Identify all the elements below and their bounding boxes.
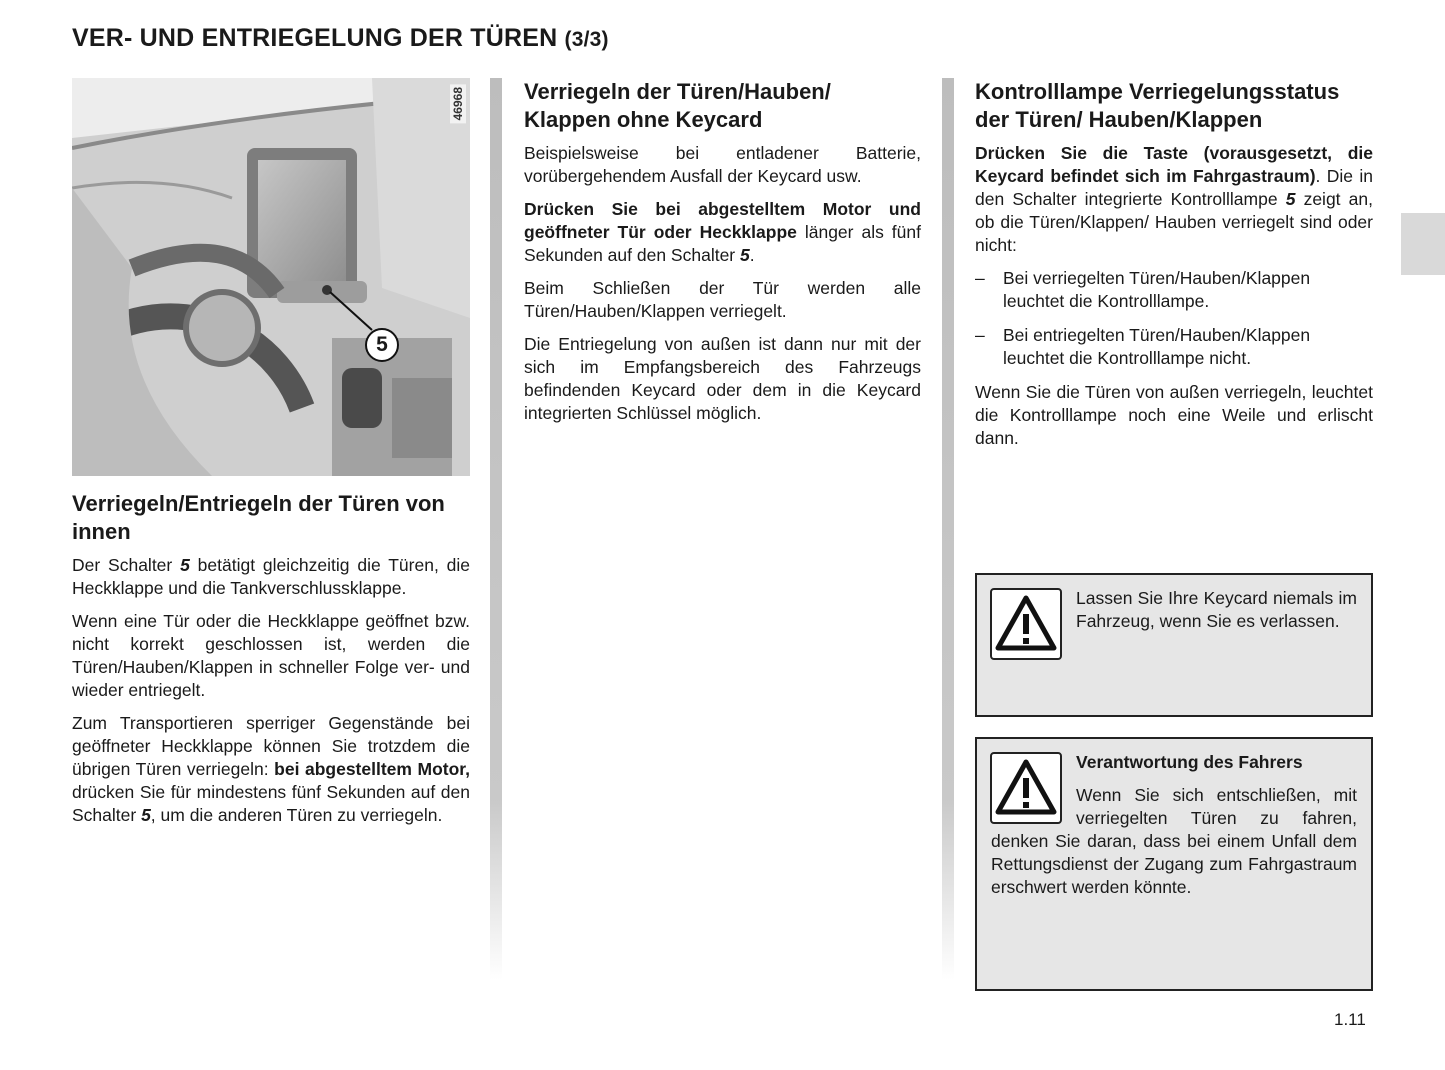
warning-box-driver [975, 737, 1373, 991]
switch-number: 5 [180, 555, 190, 575]
status-list [975, 267, 1373, 370]
switch-number: 5 [1285, 189, 1296, 209]
paragraph: Die Entriegelung von außen ist dann nur mit der sich im Empfangsbereich des Fahrzeugs befindenden Keycard oder dem in die Keycard integrierten Schlüssel möglich. [524, 334, 921, 423]
paragraph: Wenn eine Tür oder die Heckklappe geöffnet bzw. nicht korrekt geschlossen ist, werden die Türen/Hauben/Klappen in schneller Folge ver- und wieder entriegelt. [72, 611, 470, 700]
warning-triangle-icon [990, 752, 1062, 824]
warning-text: Lassen Sie Ihre Keycard niemals im Fahrzeug, wenn Sie es verlassen. [1076, 588, 1357, 631]
text: Zum Transportieren sperriger Gegenstände bei geöffneter Heckklappe können Sie trotzdem die übrigen Türen verriegeln: [72, 713, 470, 779]
callout-5: 5 [365, 328, 399, 362]
switch-number: 5 [740, 245, 750, 265]
text: betätigt gleichzeitig die Türen, die Heckklappe und die Tankverschlussklappe. [72, 555, 470, 598]
paragraph: Beispielsweise bei entladener Batterie, vorübergehendem Ausfall der Keycard usw. [524, 143, 921, 186]
title-part: (3/3) [564, 28, 609, 51]
warning-triangle-icon [990, 588, 1062, 660]
switch-number: 5 [141, 805, 151, 825]
section-heading: Verriegeln/Entriegeln der Türen von innen [72, 491, 445, 544]
column-3 [975, 78, 1373, 460]
section-heading: Verriegeln der Türen/Hauben/ Klappen ohne Keycard [524, 79, 831, 132]
text: Der Schalter [72, 555, 181, 575]
column-divider [942, 78, 954, 980]
page-number: 1.11 [1334, 1010, 1366, 1029]
warning-heading: Verantwortung des Fahrers [1076, 752, 1303, 772]
column-1 [72, 78, 470, 837]
list-item: – Bei verriegelten Türen/Hauben/Klappen leuchtet die Kontrolllampe. [975, 267, 1373, 313]
paragraph [72, 712, 470, 827]
text: . Die in den Schalter integrierte Kontrolllampe [975, 166, 1373, 209]
paragraph [72, 554, 470, 600]
warning-box-keycard [975, 573, 1373, 717]
column-divider [490, 78, 502, 980]
text: länger als fünf Sekunden auf den Schalter [524, 222, 921, 265]
bold-text: bei abgestelltem Motor, [274, 759, 470, 779]
dashboard-figure [72, 78, 470, 476]
paragraph [524, 198, 921, 267]
list-item: – Bei entriegelten Türen/Hauben/Klappen leuchtet die Kontrolllampe nicht. [975, 324, 1373, 370]
bold-text: Drücken Sie bei abgestelltem Motor und geöffneter Tür oder Heckklappe [524, 199, 921, 242]
page-title [72, 24, 609, 53]
side-tab-marker [1401, 213, 1445, 275]
column-2 [524, 78, 921, 435]
text: drücken Sie für mindestens fünf Sekunden auf den Schalter [72, 782, 470, 825]
section-heading: Kontrolllampe Verriegelungsstatus der Türen/ Hauben/Klappen [975, 79, 1340, 132]
paragraph: Wenn Sie die Türen von außen verriegeln, leuchtet die Kontrolllampe noch eine Weile und erlischt dann. [975, 382, 1373, 448]
warning-text: Wenn Sie sich entschließen, mit verriegelten Türen zu fahren, denken Sie daran, dass bei einem Unfall dem Rettungsdienst der Zugang zum Fahrgastraum erschwert werden könnte. [991, 785, 1357, 897]
text: . [749, 245, 755, 265]
title-text: VER- UND ENTRIEGELUNG DER TÜREN [72, 24, 558, 52]
paragraph [975, 142, 1373, 257]
text: zeigt an, ob die Türen/Klappen/ Hauben verriegelt sind oder nicht: [975, 189, 1373, 255]
figure-number: 46968 [450, 84, 466, 123]
bold-text: Drücken Sie die Taste (vorausgesetzt, die Keycard befindet sich im Fahrgastraum) [975, 143, 1373, 186]
text: , um die anderen Türen zu verriegeln. [150, 805, 443, 825]
paragraph: Beim Schließen der Tür werden alle Türen/Hauben/Klappen verriegelt. [524, 278, 921, 321]
dashboard-illustration-icon [72, 78, 470, 476]
